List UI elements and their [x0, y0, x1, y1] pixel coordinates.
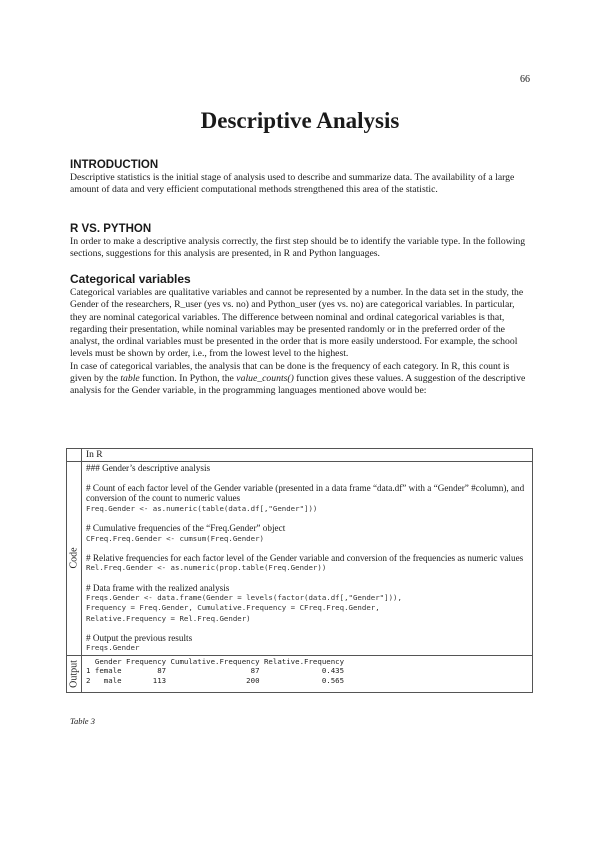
code-table-header-row: [67, 449, 533, 462]
code-table-header: In R: [82, 449, 533, 462]
table-function-name: table: [120, 373, 140, 385]
code-line: Freqs.Gender: [86, 643, 140, 653]
section-heading-r-vs-python: R VS. PYTHON: [70, 223, 152, 235]
output-line: 1 female 87 87 0.435: [86, 666, 345, 676]
code-comment: # Output the previous results: [86, 632, 193, 643]
page-title: Descriptive Analysis: [200, 108, 400, 133]
section-heading-categorical: Categorical variables: [70, 272, 191, 286]
code-comment: # Relative frequencies for each factor level of the Gender variable and conversion of the frequencies as numeric values: [86, 552, 524, 563]
code-line: Relative.Frequency = Rel.Freq.Gender): [86, 613, 251, 623]
section-introduction: [70, 159, 532, 197]
p2-text-b: function. In Python, the: [139, 373, 237, 385]
output-side-cell: [67, 655, 82, 692]
code-side-label: Code: [68, 547, 80, 569]
code-comment: # Count of each factor level of the Gender variable (presented in a data frame “data.df” with a “Gender” #column), and conversion of the count to numeric values: [86, 482, 525, 504]
output-line: 2 male 113 200 0.565: [86, 675, 345, 685]
section-r-vs-python: [70, 223, 532, 261]
categorical-paragraph-1: Categorical variables are qualitative variables and cannot be represented by a number. In the data set in the study, the Gender of the researchers, R_user (yes vs. no) and Python_user (yes vs. no) are categorical variables. In particular, they are nominal categorical variables. The difference between nominal and ordinal categorical variables is that, regarding their presentation, while nominal variables may be presented randomly or in the preferred order of the analyst, the ordinal variables must be presented in the order that is more easily understood. For example, the school levels must be shown by order, i.e., from the lowest level to the highest.: [70, 287, 524, 360]
output-cell: [82, 655, 533, 692]
code-comment: # Cumulative frequencies of the “Freq.Gender” object: [86, 522, 286, 533]
p2-text-c: function gives these values. A suggestion of the descriptive analysis for the Gender variable, in the programming languages mentioned above would be:: [70, 373, 526, 397]
categorical-paragraph-2: [70, 361, 532, 398]
code-line: Freq.Gender <- as.numeric(table(data.df[,"Gender"])): [86, 503, 318, 513]
code-line: CFreq.Freq.Gender <- cumsum(Freq.Gender): [86, 533, 264, 543]
output-side-label: Output: [68, 659, 80, 688]
code-line: Frequency = Freq.Gender, Cumulative.Frequency = CFreq.Freq.Gender,: [86, 603, 380, 613]
header-side-cell: [67, 449, 82, 462]
output-row: [67, 655, 533, 692]
section-categorical-variables: [70, 272, 532, 398]
r-vs-python-paragraph: In order to make a descriptive analysis correctly, the first step should be to identify the variable type. In the following sections, suggestions for this analysis are presented, in R and Python languages.: [70, 236, 526, 260]
code-table: [66, 448, 533, 693]
code-comment: ### Gender’s descriptive analysis: [86, 463, 211, 473]
introduction-paragraph: Descriptive statistics is the initial stage of analysis used to describe and summarize data. The availability of a large amount of data and very efficient computational methods strengthened this area of the statistic.: [70, 172, 515, 196]
p2-text-a: In case of categorical variables, the analysis that can be done is the frequency of each category. In R, this count is given by the: [70, 360, 510, 385]
page-number: 66: [520, 74, 530, 85]
code-row: [67, 462, 533, 656]
code-comment: # Data frame with the realized analysis: [86, 582, 230, 593]
code-cell: [82, 462, 533, 656]
output-line: Gender Frequency Cumulative.Frequency Relative.Frequency: [86, 656, 345, 666]
code-line: Rel.Freq.Gender <- as.numeric(prop.table(Freq.Gender)): [86, 563, 327, 573]
code-line: Freqs.Gender <- data.frame(Gender = levels(factor(data.df[,"Gender"])),: [86, 593, 402, 603]
code-side-cell: [67, 462, 82, 656]
section-heading-introduction: INTRODUCTION: [70, 159, 159, 171]
value-counts-function-name: value_counts(): [236, 373, 294, 385]
table-caption: Table 3: [70, 716, 95, 726]
